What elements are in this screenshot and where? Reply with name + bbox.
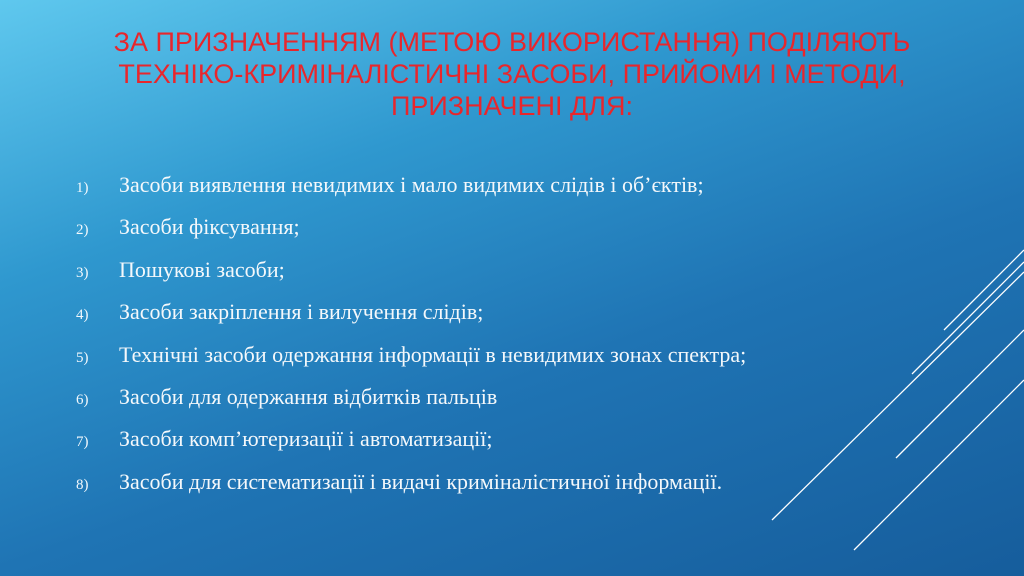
list-item [76, 426, 746, 468]
list-item [76, 384, 746, 426]
item-text: Засоби закріплення і вилучення слідів; [119, 299, 484, 325]
item-number: 8) [76, 476, 89, 493]
item-text: Пошукові засоби; [119, 256, 285, 282]
list-item [76, 299, 746, 341]
item-number: 6) [76, 391, 89, 408]
item-number: 5) [76, 349, 89, 366]
item-number: 7) [76, 434, 89, 451]
item-text: Засоби для одержання відбитків пальців [119, 383, 498, 409]
list-item [76, 257, 746, 299]
slide-title [60, 26, 964, 122]
list-item [76, 469, 746, 511]
numbered-list [76, 172, 746, 511]
item-number: 3) [76, 264, 89, 281]
item-text: Засоби фіксування; [119, 214, 300, 240]
item-text: Засоби для систематизації і видачі криміналістичної інформації. [119, 468, 723, 494]
list-item [76, 214, 746, 256]
item-text: Технічні засоби одержання інформації в невидимих зонах спектра; [119, 341, 747, 367]
item-text: Засоби виявлення невидимих і мало видимих слідів і об’єктів; [119, 172, 704, 197]
title-line-2: ТЕХНІКО-КРИМІНАЛІСТИЧНІ ЗАСОБИ, ПРИЙОМИ І МЕТОДИ, [118, 59, 906, 89]
title-line-3: ПРИЗНАЧЕНІ ДЛЯ: [390, 91, 634, 121]
item-text: Засоби комп’ютеризації і автоматизації; [119, 426, 493, 452]
item-number: 4) [76, 307, 89, 324]
item-number: 1) [76, 180, 89, 196]
item-number: 2) [76, 222, 89, 239]
title-line-1: ЗА ПРИЗНАЧЕННЯМ (МЕТОЮ ВИКОРИСТАННЯ) ПОДІЛЯЮТЬ [113, 27, 911, 57]
list-item [76, 342, 746, 384]
list-item [76, 172, 746, 214]
